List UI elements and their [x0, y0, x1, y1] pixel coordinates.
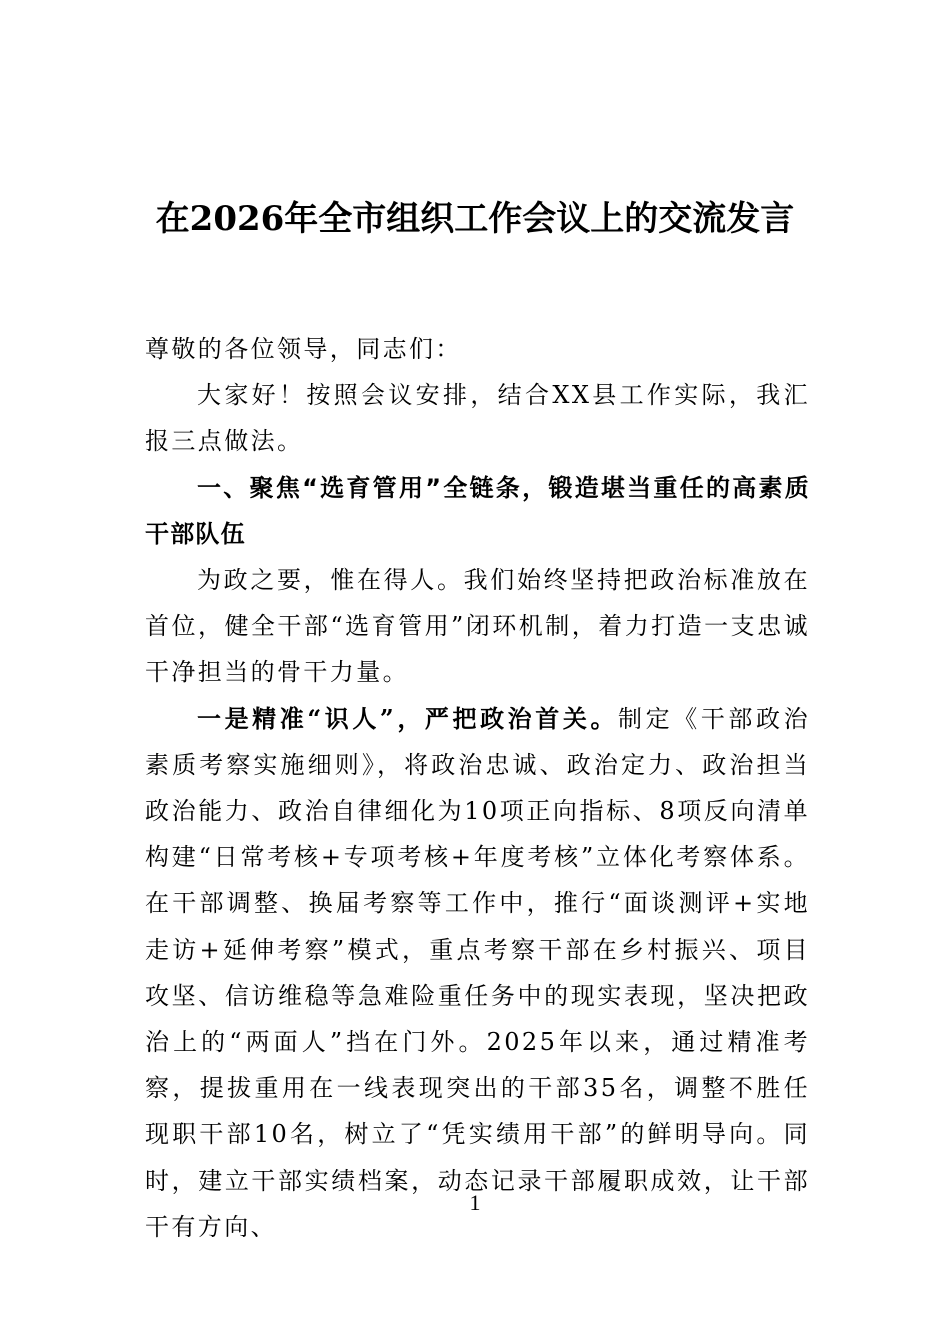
point-body: 制定《干部政治素质考察实施细则》，将政治忠诚、政治定力、政治担当政治能力、政治自律细化为10项正向指标、8项反向清单构建“日常考核+专项考核+年度考核”立体化考察体系。在干部调整、换届考察等工作中，推行“面谈测评+实地走访+延伸考察”模式，重点考察干部在乡村振兴、项目攻坚、信访维稳等急难险重任务中的现实表现，坚决把政治上的“两面人”挡在门外。2025年以来，通过精准考察，提拔重用在一线表现突出的干部35名，调整不胜任现职干部10名，树立了“凭实绩用干部”的鲜明导向。同时，建立干部实绩档案，动态记录干部履职成效，让干部干有方向、 [145, 704, 810, 1241]
intro-paragraph: 大家好！按照会议安排，结合XX县工作实际，我汇报三点做法。 [145, 381, 810, 456]
section-heading: 一、聚焦“选育管用”全链条，锻造堪当重任的高素质干部队伍 [145, 473, 810, 548]
section-paragraph: 为政之要，惟在得人。我们始终坚持把政治标准放在首位，健全干部“选育管用”闭环机制，着力打造一支忠诚干净担当的骨干力量。 [145, 566, 810, 687]
salutation: 尊敬的各位领导，同志们： [145, 335, 462, 363]
document-title: 在2026年全市组织工作会议上的交流发言 [155, 199, 795, 239]
page-number: 1 [469, 1190, 481, 1215]
point-paragraph [145, 696, 810, 1250]
point-lead: 一是精准“识人”，严把政治首关。 [197, 703, 619, 733]
document-body [145, 326, 810, 1250]
